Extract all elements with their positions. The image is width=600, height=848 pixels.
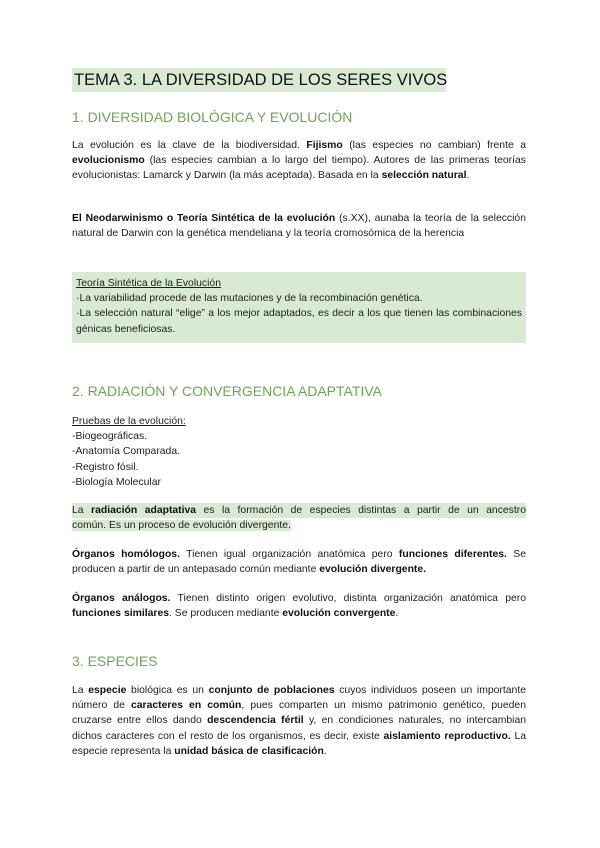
list-item: -Registro fósil. [72,461,139,473]
section-1-paragraph-2: El Neodarwinismo o Teoría Sintética de la evolución (s.XX), aunaba la teoría de la selección natural de Darwin con la genética mendeliana y la teoría cromosómica de la herencia [72,213,526,240]
page-title: TEMA 3. LA DIVERSIDAD DE LOS SERES VIVOS [72,68,446,92]
box-item-1: ·La variabilidad procede de las mutaciones y de la recombinación genética. [76,293,423,305]
list-item: -Biología Molecular [72,476,161,488]
adaptive-radiation-paragraph: La radiación adaptativa es la formación de especies distintas a partir de un ancestro común. Es un proceso de evolución divergente. [72,505,526,532]
list-item: -Anatomía Comparada. [72,446,181,458]
evidence-list [72,414,186,490]
section-1-paragraph-1: La evolución es la clave de la biodiversidad. Fijismo (las especies no cambian) frente a evolucionismo (las especies cambian a lo largo del tiempo). Autores de las primeras teorías evolucionistas: Lamarck y Darwin (la más aceptada). Basada en la selección natural. [72,140,526,182]
species-paragraph: La especie biológica es un conjunto de poblaciones cuyos individuos poseen un importante número de caracteres en común, pues comparten un mismo patrimonio genético, pueden cruzarse entre ellos dando descendencia fértil y, en condiciones naturales, no intercambian dichos caracteres con el resto de los organismos, es decir, existe aislamiento reproductivo. La especie representa la unidad básica de clasificación. [72,685,527,757]
section-2-heading: 2. RADIACIÓN Y CONVERGENCIA ADAPTATIVA [72,383,382,399]
box-title: Teoría Sintética de la Evolución [76,278,221,289]
homologous-organs-paragraph: Órganos homólogos. Tienen igual organización anatómica pero funciones diferentes. Se producen a partir de un antepasado común mediante evolución divergente. [72,549,526,576]
list-item: -Biogeográficas. [72,431,148,443]
analogous-organs-paragraph: Órganos análogos. Tienen distinto origen evolutivo, distinta organización anatómica pero funciones similares. Se producen mediante evolución convergente. [72,593,527,620]
evidence-list-title: Pruebas de la evolución: [72,416,186,427]
section-1-heading: 1. DIVERSIDAD BIOLÓGICA Y EVOLUCIÓN [72,109,353,125]
box-item-2: ·La selección natural “elige” a los mejor adaptados, es decir a los que tienen las combinaciones génicas beneficiosas. [76,308,522,335]
synthetic-theory-box [72,272,526,343]
section-3-heading: 3. ESPECIES [72,653,158,669]
